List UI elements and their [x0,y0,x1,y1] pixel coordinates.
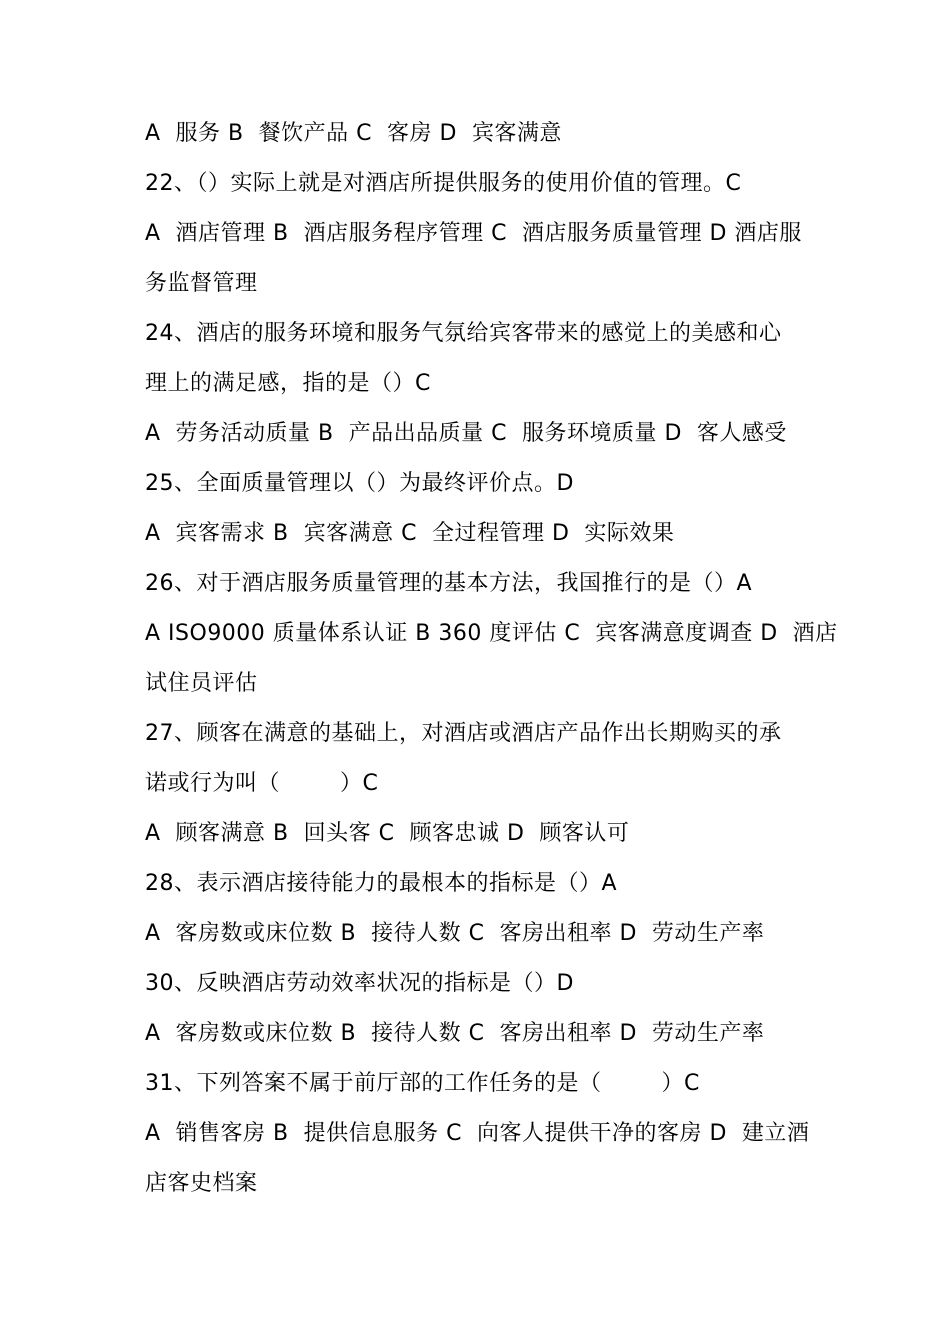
answer-options-31: A 销售客房 B 提供信息服务 C 向客人提供干净的客房 D 建立酒 [145,1121,810,1146]
question-26: 26、对于酒店服务质量管理的基本方法，我国推行的是（）A [145,571,753,596]
question-24: 24、酒店的服务环境和服务气氛给宾客带来的感觉上的美感和心 [145,321,782,346]
answer-options-24: A 劳务活动质量 B 产品出品质量 C 服务环境质量 D 客人感受 [145,421,787,446]
answer-options-22: A 酒店管理 B 酒店服务程序管理 C 酒店服务质量管理 D 酒店服 [145,221,802,246]
question-22: 22、（）实际上就是对酒店所提供服务的使用价值的管理。C [145,171,742,196]
answer-options-31-cont: 店客史档案 [145,1171,258,1196]
question-28: 28、表示酒店接待能力的最根本的指标是（）A [145,871,618,896]
answer-options-21: A 服务 B 餐饮产品 C 客房 D 宾客满意 [145,121,562,146]
question-31: 31、下列答案不属于前厅部的工作任务的是（ ）C [145,1071,700,1096]
answer-options-27: A 顾客满意 B 回头客 C 顾客忠诚 D 顾客认可 [145,821,630,846]
question-27: 27、顾客在满意的基础上，对酒店或酒店产品作出长期购买的承 [145,721,782,746]
answer-options-30: A 客房数或床位数 B 接待人数 C 客房出租率 D 劳动生产率 [145,1021,765,1046]
answer-options-26: A ISO9000 质量体系认证 B 360 度评估 C 宾客满意度调查 D 酒店 [145,621,838,646]
answer-options-26-cont: 试住员评估 [145,671,258,696]
question-25: 25、全面质量管理以（）为最终评价点。D [145,471,574,496]
question-30: 30、反映酒店劳动效率状况的指标是（）D [145,971,574,996]
answer-options-28: A 客房数或床位数 B 接待人数 C 客房出租率 D 劳动生产率 [145,921,765,946]
answer-options-25: A 宾客需求 B 宾客满意 C 全过程管理 D 实际效果 [145,521,675,546]
question-24-cont: 理上的满足感，指的是（）C [145,371,431,396]
answer-options-22-cont: 务监督管理 [145,271,258,296]
question-27-cont: 诺或行为叫（ ）C [145,771,379,796]
document-page [145,109,838,1209]
